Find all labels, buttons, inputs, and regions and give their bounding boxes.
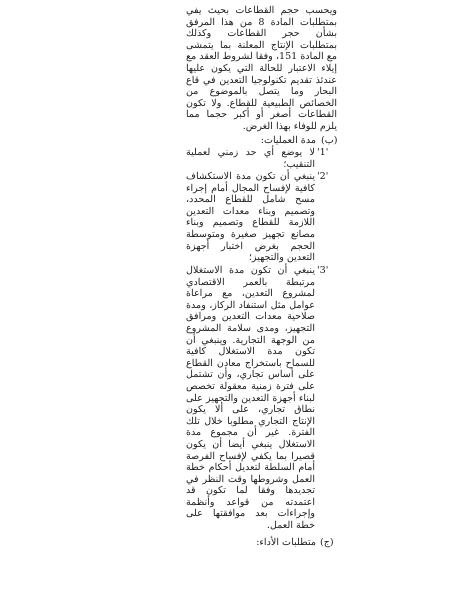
item-1-number: '1' — [317, 147, 329, 158]
intro-text: ويحسب حجم القطاعات بحيث يفي بمتطلبات المادة 8 من هذا المرفق بشأن حجر القطاعات وكذلك بمتطلبات الإنتاج المعلنة بما يتمشى مع المادة 151، وفقا لشروط العقد مع إيلاء الاعتبار للحالة التي يكون عليها عندئذ تقديم تكنولوجيا التعدين في قاع البحار وما يتصل بالموضوع من الخصائص الطبيعية للقطاع. ولا تكون القطاعات أصغر أو أكبر حجما مما يلزم للوفاء بهذا الغرض. — [186, 5, 338, 132]
section-b-heading: مدة العمليات: — [260, 135, 316, 146]
item-3-paragraph — [186, 265, 315, 532]
item-2-number: '2' — [317, 171, 329, 182]
section-c-heading: متطلبات الأداء: — [256, 537, 316, 548]
item-1-paragraph — [186, 147, 315, 170]
item-2-text: ينبغي أن تكون مدة الاستكشاف كافية لإفساح المجال أمام إجراء مسح شامل للقطاع المحدد، وتصميم وبناء معدات التعدين اللازمة للقطاع وتصميم وبناء مصانع تجهيز صغيرة ومتوسطة الحجم بغرض اختبار أجهزة التعدين والتجهيز؛ — [186, 171, 315, 264]
item-3-text: ينبغي أن تكون مدة الاستغلال مرتبطة بالعمر الاقتصادي لمشروع التعدين، مع مراعاة عوامل مثل استنفاد الركاز، ومدة صلاحية معدات التعدين ومرافق التجهيز، ومدى سلامة المشروع من الوجهة التجارية. وينبغي أن تكون مدة الاستغلال كافية للسماح باستخراج معادن القطاع على أساس تجاري، وأن تشتمل على فترة زمنية معقولة تخصص لبناء أجهزة التعدين والتجهيز على نطاق تجاري، على ألا يكون الإنتاج التجاري مطلوبا خلال تلك الفترة. غير أن مجموع مدة الاستغلال ينبغي أيضا أن يكون قصيرا بما يكفي لإفساح الفرصة أمام السلطة لتعديل أحكام خطة العمل وشروطها وقت النظر في تجديدها وفقا لما تكون قد اعتمدته من قواعد وأنظمة وإجراءات بعد موافقتها على خطة العمل. — [186, 265, 315, 532]
section-b-marker: (ب) — [321, 135, 338, 146]
item-1-text: لا يوضع أي حد زمني لعملية التنقيب؛ — [186, 147, 315, 170]
item-3-number: '3' — [317, 265, 329, 276]
item-2-paragraph — [186, 171, 315, 264]
section-c-marker: (ج) — [320, 537, 334, 548]
intro-paragraph — [186, 5, 337, 133]
